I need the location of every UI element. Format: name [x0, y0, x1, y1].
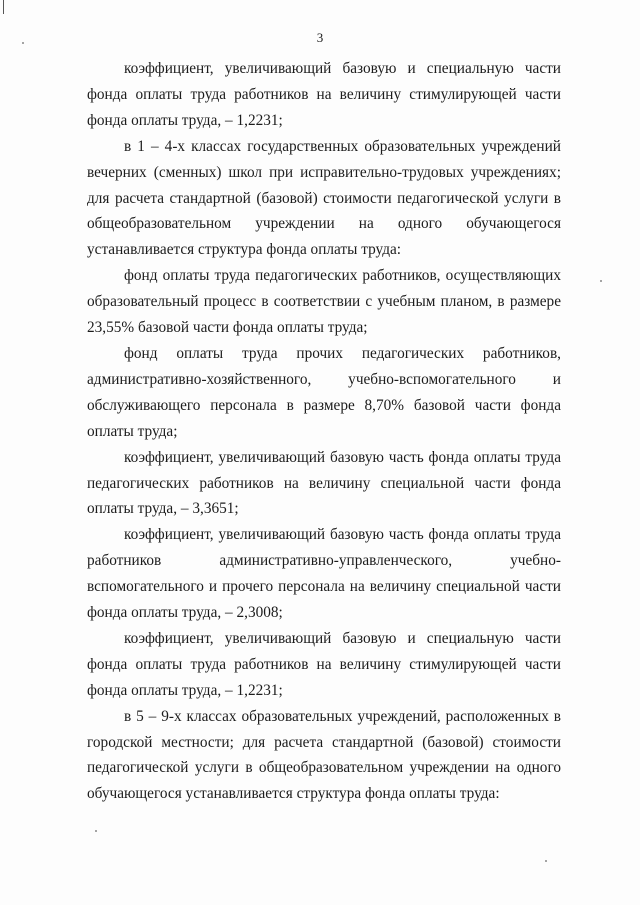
paragraph: коэффициент, увеличивающий базовую и специальную части фонда оплаты труда работников на величину стимулирующей части фонда оплаты труда, – 1,2231;: [87, 629, 561, 699]
paragraph: в 1 – 4-х классах государственных образовательных учреждений вечерних (сменных) школ при исправительно-трудовых учреждениях; для расчета стандартной (базовой) стоимости педагогической услуги в общеобразовательном учреждении на одного обучающегося устанавливается структура фонда оплаты труда:: [87, 137, 561, 259]
document-body: [87, 56, 561, 807]
scan-speck: [545, 860, 547, 862]
scan-speck: [600, 280, 602, 282]
paragraph: коэффициент, увеличивающий базовую часть фонда оплаты труда педагогических работников на величину специальной части фонда оплаты труда, – 3,3651;: [87, 448, 561, 518]
paragraph: в 5 – 9-х классах образовательных учреждений, расположенных в городской местности; для расчета стандартной (базовой) стоимости педагогической услуги в общеобразовательном учреждении на одного обучающегося устанавливается структура фонда оплаты труда:: [87, 707, 561, 803]
paragraph: коэффициент, увеличивающий базовую и специальную части фонда оплаты труда работников на величину стимулирующей части фонда оплаты труда, – 1,2231;: [87, 60, 561, 129]
scan-speck: [95, 830, 97, 832]
paragraph: фонд оплаты труда педагогических работников, осуществляющих образовательный процесс в соответствии с учебным планом, в размере 23,55% базовой части фонда оплаты труда;: [87, 267, 561, 337]
scan-edge-mark: [3, 0, 4, 14]
page-number: 3: [316, 30, 324, 45]
paragraph: фонд оплаты труда прочих педагогических работников, административно-хозяйственного, учебно-вспомогательного и обслуживающего персонала в размере 8,70% базовой части фонда оплаты труда;: [87, 344, 561, 440]
paragraph: коэффициент, увеличивающий базовую часть фонда оплаты труда работников административно-управленческого, учебно-вспомогательного и прочего персонала на величину специальной части фонда оплаты труда, – 2,3008;: [87, 526, 561, 622]
